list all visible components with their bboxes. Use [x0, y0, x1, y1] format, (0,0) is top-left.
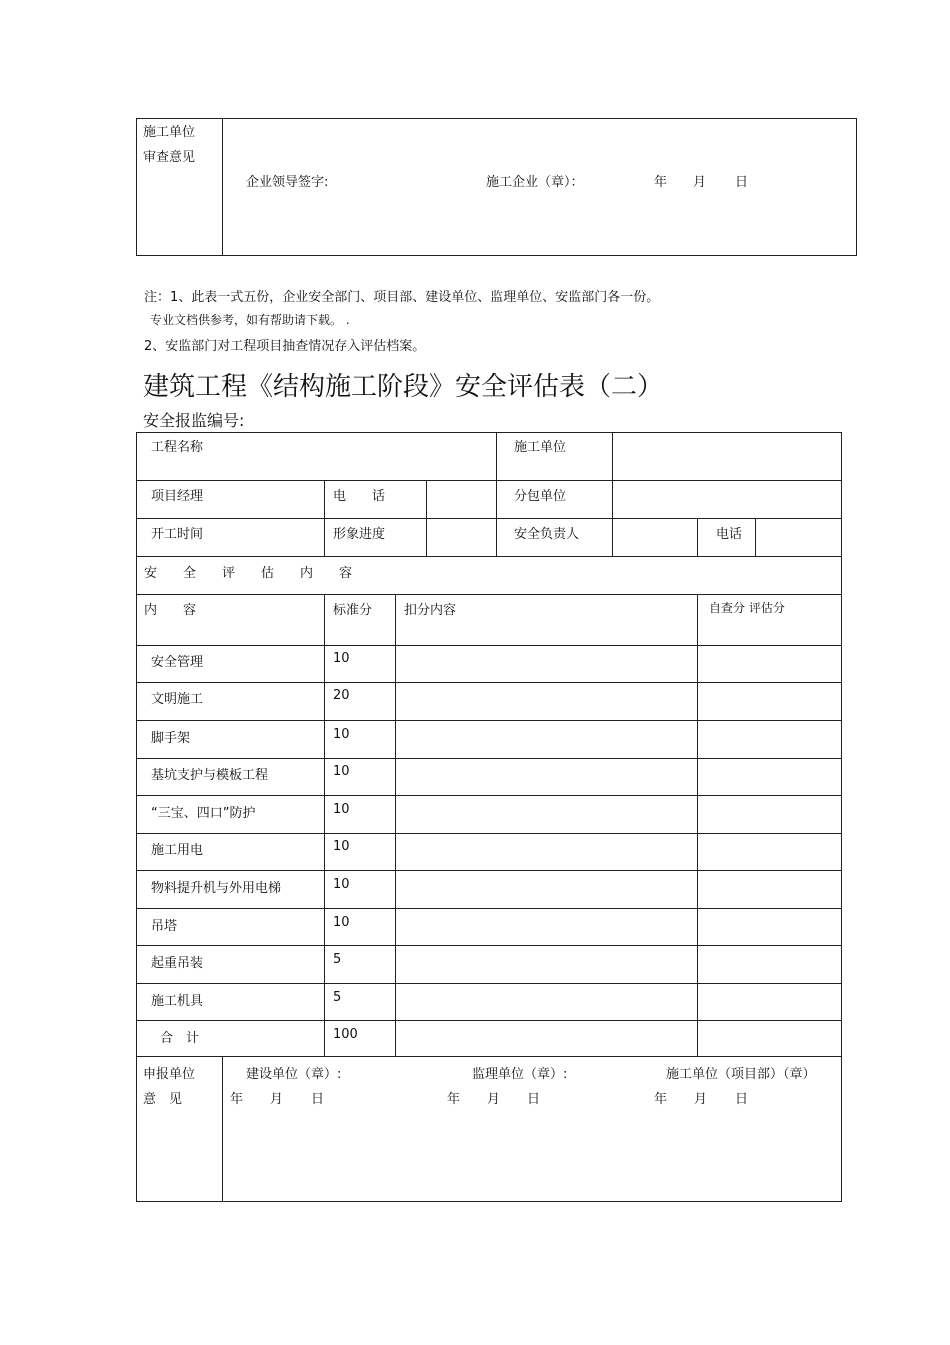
start-time-label: 开工时间	[151, 527, 204, 542]
col-line	[697, 594, 698, 1056]
item-score: 20	[333, 688, 350, 703]
col-line	[612, 432, 613, 556]
col-line	[697, 518, 698, 556]
report-number-label: 安全报监编号:	[143, 411, 245, 430]
review-date-month: 月	[693, 175, 707, 190]
item-name: 施工用电	[151, 843, 204, 858]
column-deduction-header: 扣分内容	[404, 603, 457, 618]
footer-day: 日	[311, 1092, 325, 1107]
item-score: 10	[333, 651, 350, 666]
row-line	[136, 518, 842, 519]
item-name: 安全管理	[151, 655, 204, 670]
row-line	[136, 870, 842, 871]
contractor-label: 施工单位	[514, 440, 567, 455]
review-opinion-divider	[222, 118, 223, 256]
item-name: 起重吊装	[151, 956, 204, 971]
item-score: 10	[333, 877, 350, 892]
row-line	[136, 480, 842, 481]
row-line	[136, 908, 842, 909]
footer-month: 月	[270, 1092, 284, 1107]
company-seal-label: 施工企业（章）：	[486, 175, 584, 190]
builder-seal-label: 建设单位（章）:	[246, 1067, 342, 1082]
total-label: 合 计	[160, 1031, 200, 1046]
column-content-header: 内 容	[144, 603, 197, 618]
item-score: 5	[333, 952, 342, 967]
row-line	[136, 720, 842, 721]
review-label-line2: 审查意见	[143, 150, 196, 165]
item-name: 文明施工	[151, 692, 204, 707]
col-line	[755, 518, 756, 556]
row-line	[136, 758, 842, 759]
column-standard-header: 标准分	[333, 603, 373, 618]
item-score: 10	[333, 839, 350, 854]
item-score: 10	[333, 727, 350, 742]
item-score: 10	[333, 764, 350, 779]
footer-year: 年	[654, 1092, 668, 1107]
row-line	[136, 945, 842, 946]
footer-year: 年	[230, 1092, 244, 1107]
item-name: 脚手架	[151, 731, 191, 746]
col-line	[395, 594, 396, 1056]
footer-day: 日	[735, 1092, 749, 1107]
col-line	[426, 480, 427, 556]
leader-signature-label: 企业领导签字:	[246, 175, 329, 190]
footer-month: 月	[694, 1092, 708, 1107]
note-2: 2、安监部门对工程项目抽查情况存入评估档案。	[144, 339, 426, 354]
footer-year: 年	[447, 1092, 461, 1107]
total-score: 100	[333, 1027, 358, 1042]
review-date-year: 年	[654, 175, 668, 190]
project-manager-label: 项目经理	[151, 489, 204, 504]
item-name: 施工机具	[151, 994, 204, 1009]
phone2-label: 电话	[716, 527, 743, 542]
column-scores-header: 自查分 评估分	[709, 601, 785, 615]
col-line	[324, 594, 325, 1056]
footer-month: 月	[487, 1092, 501, 1107]
note-1: 注：1、此表一式五份，企业安全部门、项目部、建设单位、监理单位、安监部门各一份。	[144, 290, 660, 305]
project-name-label: 工程名称	[151, 440, 204, 455]
col-line	[324, 480, 325, 556]
footer-label-line1: 申报单位	[143, 1067, 196, 1082]
col-line	[496, 432, 497, 556]
section-header: 安 全 评 估 内 容	[144, 566, 353, 581]
item-name: 物料提升机与外用电梯	[151, 881, 282, 896]
col-line	[222, 1056, 223, 1202]
footer-day: 日	[527, 1092, 541, 1107]
review-date-day: 日	[735, 175, 749, 190]
row-line	[136, 594, 842, 595]
subcontractor-label: 分包单位	[514, 489, 567, 504]
row-line	[136, 795, 842, 796]
safety-officer-label: 安全负责人	[514, 527, 580, 542]
item-score: 10	[333, 915, 350, 930]
row-line	[136, 1020, 842, 1021]
progress-label: 形象进度	[333, 527, 386, 542]
row-line	[136, 645, 842, 646]
supervisor-seal-label: 监理单位（章）:	[472, 1067, 568, 1082]
review-label-line1: 施工单位	[143, 125, 196, 140]
contractor-dept-seal-label: 施工单位（项目部）（章）	[666, 1067, 816, 1082]
watermark-note: 专业文档供参考，如有帮助请下载。 .	[150, 313, 350, 327]
phone-label: 电 话	[333, 489, 386, 504]
row-line	[136, 983, 842, 984]
footer-label-line2: 意 见	[143, 1092, 183, 1107]
row-line	[136, 833, 842, 834]
item-name: “三宝、四口”防护	[151, 806, 256, 821]
item-score: 5	[333, 990, 342, 1005]
item-score: 10	[333, 802, 350, 817]
row-line	[136, 682, 842, 683]
row-line	[136, 556, 842, 557]
item-name: 吊塔	[151, 919, 178, 934]
item-name: 基坑支护与模板工程	[151, 768, 269, 783]
form-title: 建筑工程《结构施工阶段》安全评估表（二）	[143, 372, 664, 402]
row-line	[136, 1056, 842, 1057]
